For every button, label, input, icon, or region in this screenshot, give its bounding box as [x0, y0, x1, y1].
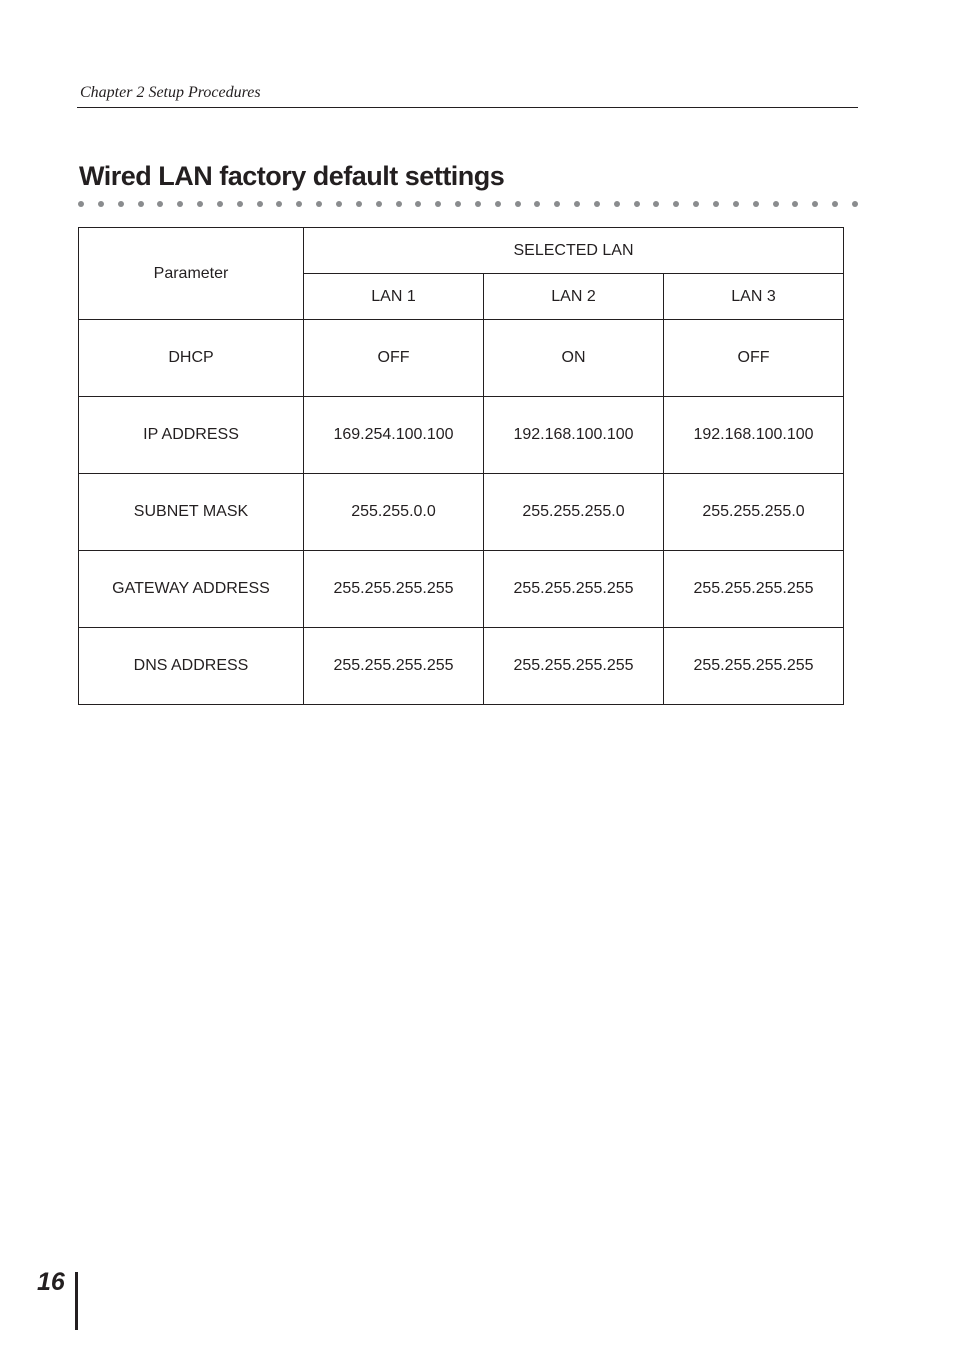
column-header-lan3: LAN 3	[664, 274, 844, 320]
table-cell: 255.255.255.255	[484, 628, 664, 705]
divider-dot	[713, 201, 719, 207]
column-header-lan2: LAN 2	[484, 274, 664, 320]
divider-dot	[336, 201, 342, 207]
row-label: DNS ADDRESS	[79, 628, 304, 705]
divider-dot	[574, 201, 580, 207]
table-row-subnet-mask	[79, 474, 844, 551]
table-row-gateway-address	[79, 551, 844, 628]
divider-dot	[396, 201, 402, 207]
divider-dot	[495, 201, 501, 207]
divider-dot	[296, 201, 302, 207]
divider-dot	[792, 201, 798, 207]
row-label: SUBNET MASK	[79, 474, 304, 551]
divider-dot	[554, 201, 560, 207]
table-cell: 169.254.100.100	[304, 397, 484, 474]
divider-dot	[733, 201, 739, 207]
divider-dot	[257, 201, 263, 207]
divider-dot	[475, 201, 481, 207]
table-cell: 255.255.255.255	[664, 628, 844, 705]
table-cell: 255.255.255.255	[304, 628, 484, 705]
table-row-dns-address	[79, 628, 844, 705]
selected-lan-header: SELECTED LAN	[304, 228, 844, 274]
table-cell: 192.168.100.100	[484, 397, 664, 474]
divider-dot	[812, 201, 818, 207]
divider-dot	[157, 201, 163, 207]
divider-dot	[237, 201, 243, 207]
table-cell: 255.255.255.255	[664, 551, 844, 628]
dotted-divider	[78, 198, 858, 210]
table-cell: OFF	[664, 320, 844, 397]
divider-dot	[415, 201, 421, 207]
row-label: GATEWAY ADDRESS	[79, 551, 304, 628]
table-cell: OFF	[304, 320, 484, 397]
divider-dot	[515, 201, 521, 207]
column-header-lan1: LAN 1	[304, 274, 484, 320]
parameter-header: Parameter	[79, 228, 304, 320]
chapter-header: Chapter 2 Setup Procedures	[80, 84, 261, 101]
divider-dot	[316, 201, 322, 207]
divider-dot	[177, 201, 183, 207]
table-cell: 192.168.100.100	[664, 397, 844, 474]
divider-dot	[614, 201, 620, 207]
divider-dot	[118, 201, 124, 207]
divider-dot	[356, 201, 362, 207]
divider-dot	[773, 201, 779, 207]
divider-dot	[217, 201, 223, 207]
table-row-dhcp	[79, 320, 844, 397]
divider-dot	[634, 201, 640, 207]
table-cell: ON	[484, 320, 664, 397]
table-cell: 255.255.255.0	[664, 474, 844, 551]
divider-dot	[693, 201, 699, 207]
divider-dot	[653, 201, 659, 207]
divider-dot	[138, 201, 144, 207]
divider-dot	[594, 201, 600, 207]
row-label: IP ADDRESS	[79, 397, 304, 474]
divider-dot	[753, 201, 759, 207]
wired-lan-defaults-table	[78, 227, 844, 705]
page-number-bar	[75, 1272, 78, 1330]
row-label: DHCP	[79, 320, 304, 397]
table-cell: 255.255.0.0	[304, 474, 484, 551]
divider-dot	[832, 201, 838, 207]
table-cell: 255.255.255.255	[484, 551, 664, 628]
divider-dot	[276, 201, 282, 207]
divider-dot	[78, 201, 84, 207]
divider-dot	[197, 201, 203, 207]
page-number: 16	[37, 1268, 65, 1296]
header-rule	[77, 107, 858, 108]
section-title: Wired LAN factory default settings	[79, 161, 505, 191]
divider-dot	[376, 201, 382, 207]
divider-dot	[435, 201, 441, 207]
divider-dot	[852, 201, 858, 207]
table-header-row	[79, 228, 844, 274]
divider-dot	[673, 201, 679, 207]
table-cell: 255.255.255.0	[484, 474, 664, 551]
divider-dot	[534, 201, 540, 207]
divider-dot	[98, 201, 104, 207]
divider-dot	[455, 201, 461, 207]
table-cell: 255.255.255.255	[304, 551, 484, 628]
table-row-ip-address	[79, 397, 844, 474]
